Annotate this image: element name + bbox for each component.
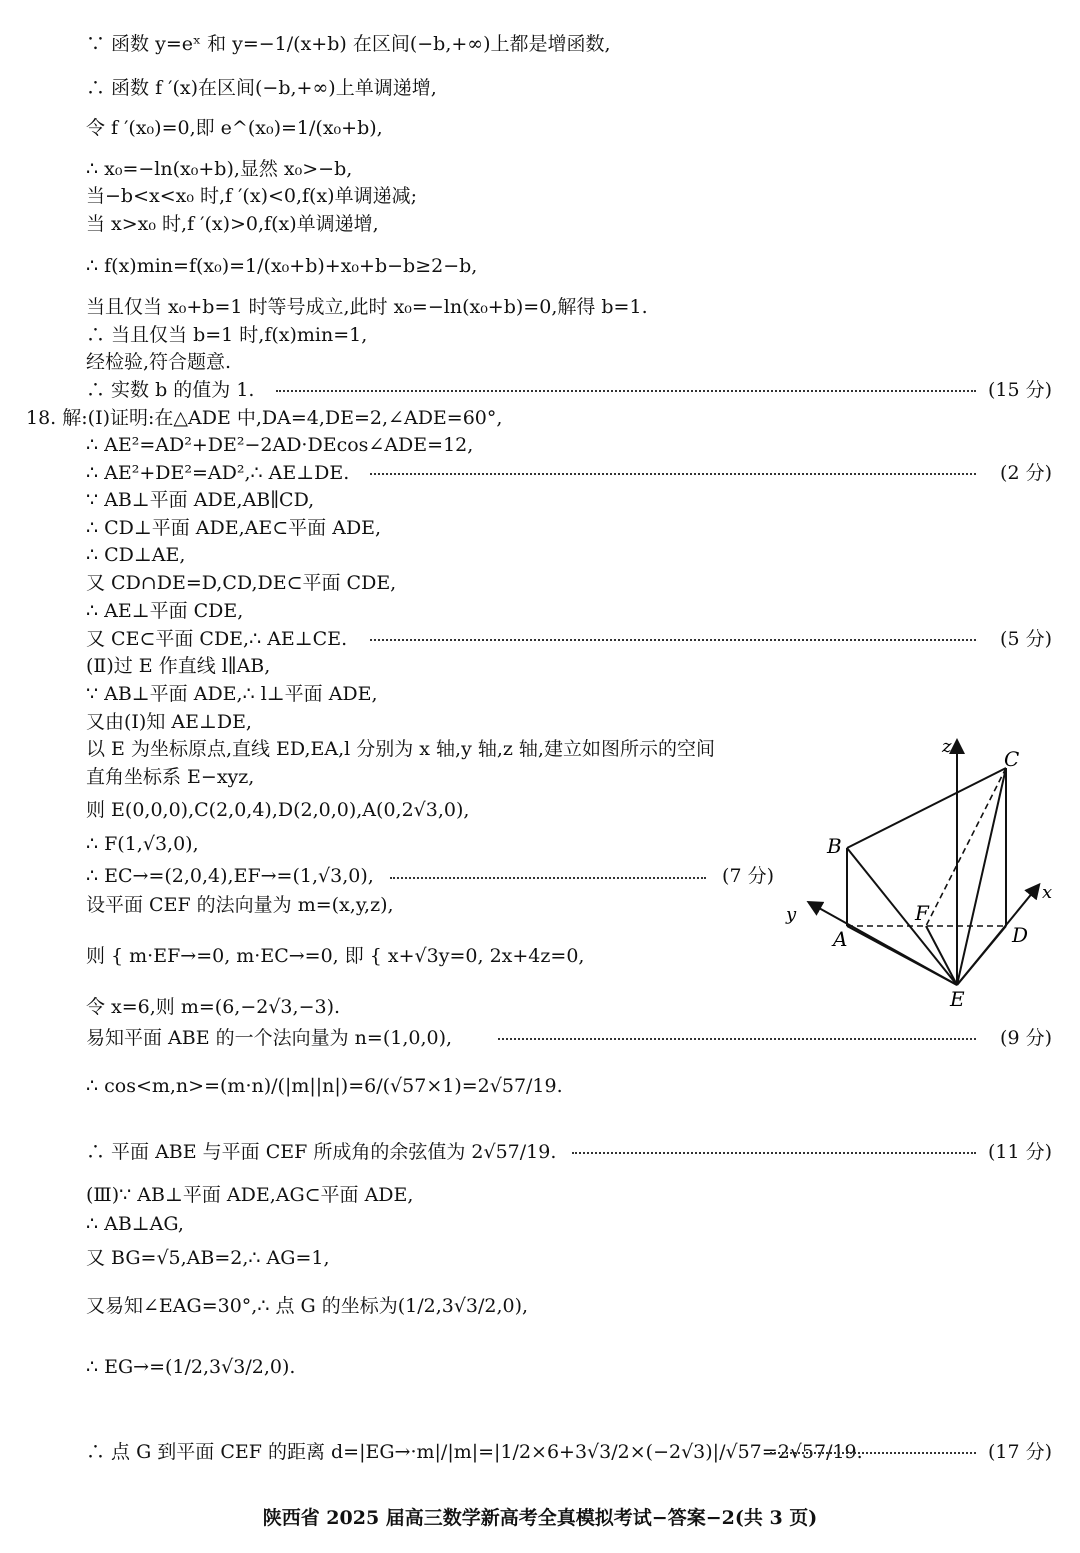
edge-CF-dashed <box>926 768 1006 926</box>
line-38: 又易知∠EAG=30°,∴ 点 G 的坐标为(1/2,3√3/2,0), <box>86 1295 529 1317</box>
leader-7 <box>390 877 706 879</box>
edge-BC <box>847 768 1006 848</box>
page-footer: 陕西省 2025 届高三数学新高考全真模拟考试−答案−2(共 3 页) <box>262 1507 818 1529</box>
line-31: 令 x=6,则 m=(6,−2√3,−3). <box>86 996 341 1018</box>
line-5: 当−b<x<x₀ 时,f ′(x)<0,f(x)单调递减; <box>86 185 417 207</box>
line-17: ∴ CD⊥AE, <box>86 544 186 566</box>
line-7: ∴ f(x)min=f(x₀)=1/(x₀+b)+x₀+b−b≥2−b, <box>86 255 478 277</box>
line-19: ∴ AE⊥平面 CDE, <box>86 600 244 622</box>
line-37: 又 BG=√5,AB=2,∴ AG=1, <box>86 1247 330 1269</box>
score-9: (9 分) <box>1000 1027 1052 1049</box>
line-24: 以 E 为坐标原点,直线 ED,EA,l 分别为 x 轴,y 轴,z 轴,建立如图所示的空间 <box>86 738 715 760</box>
line-22: ∵ AB⊥平面 ADE,∴ l⊥平面 ADE, <box>86 683 378 705</box>
label-B: B <box>827 834 842 858</box>
line-26: 则 E(0,0,0),C(2,0,4),D(2,0,0),A(0,2√3,0), <box>86 799 470 821</box>
line-27: ∴ F(1,√3,0), <box>86 833 199 855</box>
score-2: (2 分) <box>1000 462 1052 484</box>
edge-CE <box>957 768 1006 985</box>
leader-9 <box>498 1038 976 1040</box>
line-16: ∴ CD⊥平面 ADE,AE⊂平面 ADE, <box>86 517 382 539</box>
line-28: ∴ EC→=(2,0,4),EF→=(1,√3,0), <box>86 865 374 887</box>
line-35: (Ⅲ)∵ AB⊥平面 ADE,AG⊂平面 ADE, <box>86 1184 414 1206</box>
line-36: ∴ AB⊥AG, <box>86 1213 184 1235</box>
label-E: E <box>950 987 965 1011</box>
coordinate-figure <box>780 730 1070 1020</box>
label-y: y <box>786 904 797 925</box>
line-14: ∴ AE²+DE²=AD²,∴ AE⊥DE. <box>86 462 350 484</box>
line-3: 令 f ′(x₀)=0,即 e^(x₀)=1/(x₀+b), <box>86 117 383 139</box>
line-13: ∴ AE²=AD²+DE²−2AD·DEcos∠ADE=12, <box>86 434 474 456</box>
score-15: (15 分) <box>987 379 1052 401</box>
line-23: 又由(Ⅰ)知 AE⊥DE, <box>86 711 252 733</box>
label-D: D <box>1012 923 1029 947</box>
leader-15 <box>276 390 976 392</box>
line-15: ∵ AB⊥平面 ADE,AB∥CD, <box>86 489 315 511</box>
line-25: 直角坐标系 E−xyz, <box>86 766 255 788</box>
line-18: 又 CD∩DE=D,CD,DE⊂平面 CDE, <box>86 572 397 594</box>
leader-5 <box>370 639 976 641</box>
line-32: 易知平面 ABE 的一个法向量为 n=(1,0,0), <box>86 1027 453 1049</box>
label-z: z <box>942 736 952 757</box>
line-39: ∴ EG→=(1/2,3√3/2,0). <box>86 1356 296 1378</box>
score-17: (17 分) <box>987 1441 1052 1463</box>
leader-2 <box>370 473 976 475</box>
line-6: 当 x>x₀ 时,f ′(x)>0,f(x)单调递增, <box>86 213 379 235</box>
line-21: (Ⅱ)过 E 作直线 l∥AB, <box>86 655 271 677</box>
line-34: ∴ 平面 ABE 与平面 CEF 所成角的余弦值为 2√57/19. <box>86 1141 557 1163</box>
leader-11 <box>572 1152 976 1154</box>
line-11: ∴ 实数 b 的值为 1. <box>86 379 255 401</box>
label-F: F <box>915 901 929 925</box>
line-9: ∴ 当且仅当 b=1 时,f(x)min=1, <box>86 324 368 346</box>
score-7: (7 分) <box>722 865 774 887</box>
line-30: 则 { m·EF→=0, m·EC→=0, 即 { x+√3y=0, 2x+4z=0, <box>86 945 585 967</box>
score-11: (11 分) <box>987 1141 1052 1163</box>
line-4: ∴ x₀=−ln(x₀+b),显然 x₀>−b, <box>86 158 353 180</box>
label-C: C <box>1004 747 1020 771</box>
label-A: A <box>833 927 848 951</box>
label-x: x <box>1042 882 1053 903</box>
score-5: (5 分) <box>1000 628 1052 650</box>
line-12: 18. 解:(Ⅰ)证明:在△ADE 中,DA=4,DE=2,∠ADE=60°, <box>26 407 503 429</box>
line-40: ∴ 点 G 到平面 CEF 的距离 d=|EG→·m|/|m|=|1/2×6+3√3/2×(−2√3)|/√57=2√57/19. <box>86 1441 863 1463</box>
line-29: 设平面 CEF 的法向量为 m=(x,y,z), <box>86 894 394 916</box>
edge-BE <box>847 848 957 985</box>
line-33: ∴ cos<m,n>=(m·n)/(|m||n|)=6/(√57×1)=2√57/19. <box>86 1075 563 1097</box>
line-1: ∵ 函数 y=eˣ 和 y=−1/(x+b) 在区间(−b,+∞)上都是增函数, <box>86 33 611 55</box>
line-10: 经检验,符合题意. <box>86 351 232 373</box>
line-20: 又 CE⊂平面 CDE,∴ AE⊥CE. <box>86 628 348 650</box>
line-2: ∴ 函数 f ′(x)在区间(−b,+∞)上单调递增, <box>86 77 437 99</box>
leader-17 <box>770 1452 976 1454</box>
line-8: 当且仅当 x₀+b=1 时等号成立,此时 x₀=−ln(x₀+b)=0,解得 b=1. <box>86 296 648 318</box>
